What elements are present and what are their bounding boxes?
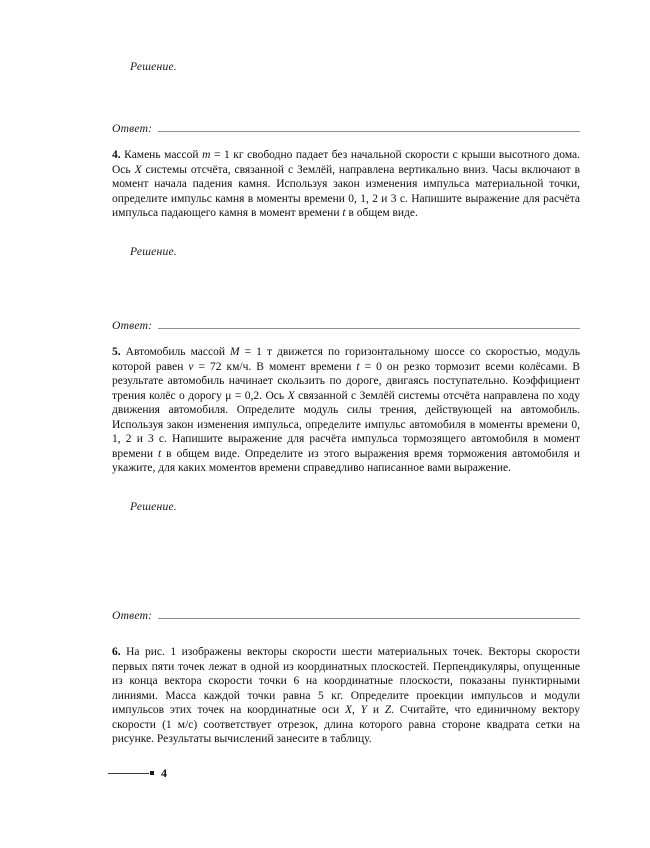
problem-5-number: 5. bbox=[112, 346, 121, 358]
solution-label-problem-5: Решение. bbox=[130, 500, 177, 513]
footer-rule bbox=[108, 773, 149, 774]
answer-label-problem-5: Ответ: bbox=[112, 609, 153, 622]
problem-6-number: 6. bbox=[112, 646, 121, 658]
problem-4 bbox=[112, 148, 580, 221]
problem-5-text: Автомобиль массой M = 1 т движется по горизонтальному шоссе со скоростью, модуль которой равен v = 72 км/ч. В момент времени t = 0 он резко тормозит всеми колёсами. В результате автомобиль начинает скользить по дороге, двигаясь поступательно. Коэффициент трения колёс о дорогу μ = 0,2. Ось X связанной с Землёй системы отсчёта направлена по ходу движения автомобиля. Определите модуль силы трения, действующей на автомобиль. Используя закон изменения импульса, определите импульс автомобиля в моменты времени 0, 1, 2 и 3 с. Напишите выражение для расчёта импульса тормозящего автомобиля в момент времени t в общем виде. Определите из этого выражения время торможения автомобиля и укажите, для каких моментов времени справедливо написанное вами выражение. bbox=[112, 346, 581, 475]
solution-label-top: Решение. bbox=[130, 60, 177, 73]
answer-row-top bbox=[112, 122, 580, 135]
answer-label-top: Ответ: bbox=[112, 122, 153, 135]
answer-label-problem-4: Ответ: bbox=[112, 319, 153, 332]
solution-label-problem-4: Решение. bbox=[130, 245, 177, 258]
answer-write-line-top[interactable] bbox=[158, 131, 580, 132]
page-footer bbox=[108, 766, 167, 780]
problem-5 bbox=[112, 345, 580, 476]
problem-4-text: Камень массой m = 1 кг свободно падает без начальной скорости с крыши высотного дома. Ось X системы отсчёта, связанной с Землёй, направлена вертикально вниз. Часы включают в момент начала падения камня. Используя закон изменения импульса материальной точки, определите импульс камня в моменты времени 0, 1, 2 и 3 с. Напишите выражение для расчёта импульса падающего камня в момент времени t в общем виде. bbox=[112, 149, 581, 220]
answer-write-line-problem-5[interactable] bbox=[158, 618, 580, 619]
answer-write-line-problem-4[interactable] bbox=[158, 328, 580, 329]
problem-6-text: На рис. 1 изображены векторы скорости шести материальных точек. Векторы скорости первых пяти точек лежат в одной из координатных плоскостей. Перпендикуляры, опущенные из конца вектора скорости точки 6 на координатные плоскости, показаны пунктирными линиями. Масса каждой точки равна 5 кг. Определите проекции импульсов и модули импульсов этих точек на координатные оси X, Y и Z. Считайте, что единичному вектору скорости (1 м/с) соответствует отрезок, длина которого равна стороне квадрата сетки на рисунке. Результаты вычислений занесите в таблицу. bbox=[112, 646, 581, 746]
answer-row-problem-5 bbox=[112, 609, 580, 622]
answer-row-problem-4 bbox=[112, 319, 580, 332]
problem-4-number: 4. bbox=[112, 149, 121, 161]
problem-6 bbox=[112, 645, 580, 747]
footer-square-bullet-icon bbox=[150, 771, 154, 775]
page-number: 4 bbox=[161, 766, 167, 780]
